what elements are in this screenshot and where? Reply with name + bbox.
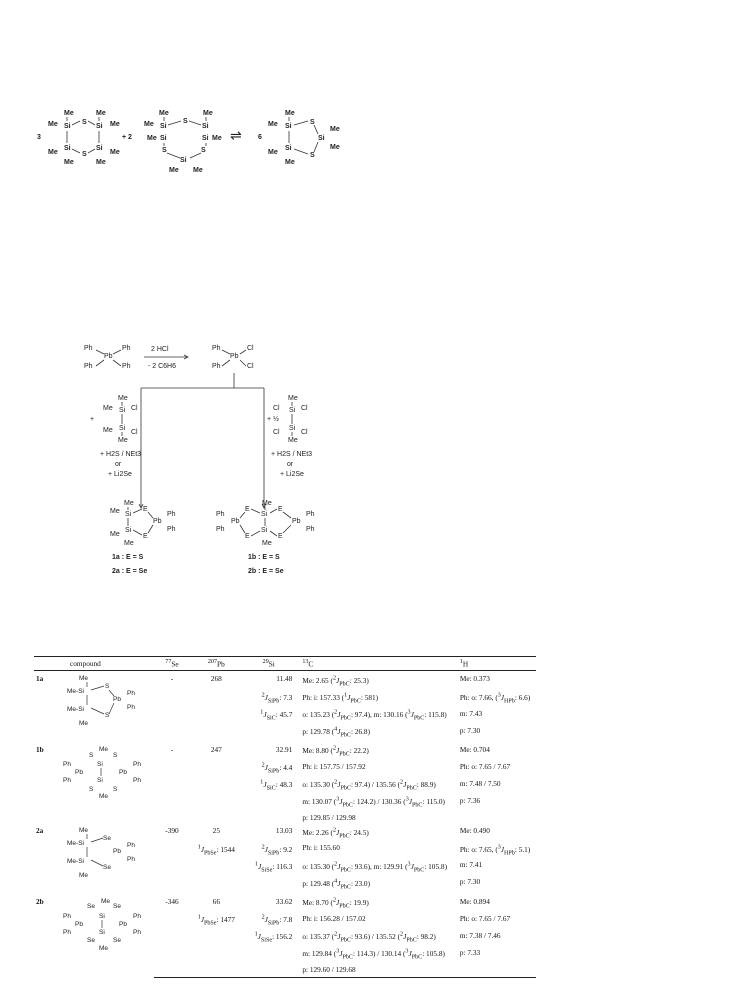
label-1b: 1b : E = S bbox=[248, 554, 280, 561]
left-cond-li2se: + Li2Se bbox=[108, 471, 132, 478]
h1-value: m: 7.43 bbox=[459, 708, 483, 718]
compound-id: 1b bbox=[36, 744, 44, 754]
svg-text:Ph: Ph bbox=[63, 776, 72, 784]
svg-text:Me: Me bbox=[118, 437, 128, 444]
svg-text:Si: Si bbox=[125, 527, 132, 534]
svg-text:Si: Si bbox=[99, 928, 105, 936]
pb207-value bbox=[189, 761, 243, 778]
h1-value: Me: 0.490 bbox=[459, 826, 490, 836]
svg-text:Si: Si bbox=[160, 123, 167, 130]
svg-text:Ph: Ph bbox=[212, 345, 221, 352]
left-reagent-dichlorodisilane bbox=[90, 395, 138, 444]
pb207-value bbox=[189, 725, 243, 742]
h1-value: Ph: o: 7.65, ($^3J_{HPb}$: 5.1) bbox=[459, 844, 531, 857]
svg-text:Me: Me bbox=[124, 540, 134, 547]
svg-text:E: E bbox=[143, 506, 148, 513]
h1-value: Me: 0.894 bbox=[459, 896, 490, 906]
svg-text:Me: Me bbox=[159, 110, 169, 117]
svg-text:Ph: Ph bbox=[127, 856, 136, 864]
svg-text:Me: Me bbox=[330, 144, 340, 151]
svg-text:Si: Si bbox=[97, 760, 103, 768]
svg-text:Si: Si bbox=[261, 527, 268, 534]
svg-text:Si: Si bbox=[202, 135, 209, 142]
product-1b-2b-structure bbox=[216, 500, 315, 547]
svg-text:Si: Si bbox=[261, 511, 268, 518]
right-reagent-tetrachlorodisilane bbox=[267, 395, 308, 444]
pb207-value: $^1J_{PbSe}$: 1477 bbox=[197, 914, 235, 927]
svg-text:Me: Me bbox=[48, 149, 58, 156]
svg-text:Cl: Cl bbox=[247, 363, 254, 370]
col-se77: $^{77}$Se bbox=[154, 657, 189, 671]
si29-value bbox=[243, 964, 294, 978]
svg-text:Me: Me bbox=[203, 110, 213, 117]
svg-text:Me: Me bbox=[212, 135, 222, 142]
svg-text:Si: Si bbox=[285, 145, 292, 152]
svg-text:Si: Si bbox=[64, 123, 71, 130]
h1-value: p: 7.30 bbox=[459, 725, 481, 735]
c13-value: o: 135.37 ($^2J_{PbC}$: 93.6) / 135.52 ($^2J_{PbC}$: 98.2) bbox=[302, 931, 436, 944]
svg-text:Se: Se bbox=[103, 835, 112, 843]
c13-value: Ph: i: 156.28 / 157.02 bbox=[302, 913, 366, 923]
table-row bbox=[34, 823, 536, 842]
svg-text:Pb: Pb bbox=[153, 518, 162, 525]
se77-value: - bbox=[170, 744, 174, 754]
svg-text:Si: Si bbox=[119, 407, 126, 414]
svg-text:Me: Me bbox=[64, 110, 74, 117]
pb207-value bbox=[189, 795, 243, 812]
svg-text:Me: Me bbox=[110, 149, 120, 156]
se77-value bbox=[154, 795, 189, 812]
diphenyllead-dichloride bbox=[212, 345, 254, 370]
compound-id: 1a bbox=[36, 674, 44, 684]
equilibrium-arrow: ⇌ bbox=[230, 127, 242, 143]
svg-text:S: S bbox=[105, 712, 110, 720]
se77-value: - bbox=[170, 674, 174, 684]
svg-text:Me-Si: Me-Si bbox=[67, 840, 85, 848]
svg-text:S: S bbox=[113, 751, 118, 759]
svg-text:Me: Me bbox=[79, 872, 89, 880]
pb207-value bbox=[189, 859, 243, 876]
col-pb207: $^{207}$Pb bbox=[189, 657, 243, 671]
c13-value: o: 135.30 ($^2J_{PbC}$: 93.6), m: 129.91 ($^3J_{PbC}$: 105.8) bbox=[302, 861, 447, 874]
pb207-value bbox=[189, 691, 243, 708]
svg-text:Ph: Ph bbox=[84, 345, 93, 352]
svg-text:Si: Si bbox=[289, 425, 296, 432]
compound-structure bbox=[59, 894, 154, 978]
svg-text:Se: Se bbox=[103, 864, 112, 872]
svg-text:Me: Me bbox=[262, 500, 272, 507]
svg-text:Pb: Pb bbox=[292, 518, 301, 525]
svg-text:S: S bbox=[201, 147, 206, 154]
c13-value: p: 129.60 / 129.68 bbox=[294, 964, 458, 978]
svg-text:S: S bbox=[89, 785, 94, 793]
pb207-value: 66 bbox=[212, 896, 220, 906]
col-compound: compound bbox=[34, 657, 154, 671]
svg-text:Me: Me bbox=[118, 395, 128, 402]
svg-text:S: S bbox=[82, 119, 87, 126]
c13-value: o: 135.30 ($^2J_{PbC}$: 97.4) / 135.56 ($^2J_{PbC}$: 88.9) bbox=[302, 779, 436, 792]
c13-value: Me: 2.65 ($^2J_{PbC}$: 25.3) bbox=[302, 675, 369, 688]
si29-value bbox=[243, 795, 294, 812]
si29-value: $^1J_{SiSe}$: 156.2 bbox=[254, 931, 293, 944]
h1-value: Me: 0.704 bbox=[459, 744, 490, 754]
se77-value bbox=[154, 761, 189, 778]
se77-value: -346 bbox=[165, 896, 179, 906]
label-2a: 2a : E = Se bbox=[112, 568, 148, 575]
svg-text:Ph: Ph bbox=[216, 511, 225, 518]
col-c13: $^{13}$C bbox=[294, 657, 458, 671]
svg-text:Pb: Pb bbox=[104, 353, 113, 360]
svg-text:Ph: Ph bbox=[167, 511, 176, 518]
si29-value bbox=[243, 876, 294, 893]
pb207-value: 247 bbox=[210, 744, 222, 754]
svg-text:Me: Me bbox=[96, 159, 106, 166]
h1-value: p: 7.33 bbox=[459, 947, 481, 957]
se77-value bbox=[154, 708, 189, 725]
svg-text:Cl: Cl bbox=[131, 405, 138, 412]
svg-text:Si: Si bbox=[97, 776, 103, 784]
h1-value: Ph: o: 7.65 / 7.67 bbox=[459, 913, 511, 923]
svg-text:Pb: Pb bbox=[231, 518, 240, 525]
svg-text:Cl: Cl bbox=[247, 345, 254, 352]
product-1a-2a-structure bbox=[110, 500, 176, 547]
se77-value bbox=[154, 725, 189, 742]
svg-text:S: S bbox=[310, 119, 315, 126]
pb207-value bbox=[189, 778, 243, 795]
svg-text:Me: Me bbox=[79, 720, 89, 728]
h1-value: m: 7.41 bbox=[459, 860, 483, 870]
compound-id: 2a bbox=[36, 826, 44, 836]
svg-text:Cl: Cl bbox=[273, 429, 280, 436]
svg-text:S: S bbox=[183, 118, 188, 125]
h1-value: Ph: o: 7.66, ($^3J_{HPb}$: 6.6) bbox=[459, 692, 531, 705]
svg-text:Me: Me bbox=[144, 121, 154, 128]
si29-value: $^2J_{SiPb}$: 4.4 bbox=[261, 762, 293, 775]
svg-text:Ph: Ph bbox=[167, 526, 176, 533]
svg-text:Pb: Pb bbox=[230, 353, 239, 360]
svg-text:Me: Me bbox=[268, 121, 278, 128]
pb207-value: 25 bbox=[212, 826, 220, 836]
c13-value: o: 135.23 ($^2J_{PbC}$: 97.4), m: 130.16 ($^3J_{PbC}$: 115.8) bbox=[302, 709, 447, 722]
svg-text:Me: Me bbox=[99, 745, 109, 753]
svg-text:S: S bbox=[162, 147, 167, 154]
svg-text:Ph: Ph bbox=[133, 928, 142, 936]
left-cond-h2s: + H2S / NEt3 bbox=[100, 451, 142, 458]
svg-text:Se: Se bbox=[87, 936, 96, 944]
svg-text:Ph: Ph bbox=[133, 776, 142, 784]
right-cond-or: or bbox=[287, 461, 294, 468]
reagent-hcl: 2 HCl bbox=[151, 346, 169, 353]
col-h1: $^1$H bbox=[458, 657, 536, 671]
col-si29: $^{29}$Si bbox=[243, 657, 294, 671]
svg-text:Ph: Ph bbox=[63, 912, 72, 920]
se77-value bbox=[154, 842, 189, 859]
svg-text:Si: Si bbox=[64, 145, 71, 152]
svg-text:Si: Si bbox=[289, 407, 296, 414]
h1-value bbox=[458, 964, 536, 978]
svg-text:Ph: Ph bbox=[127, 690, 136, 698]
svg-text:Si: Si bbox=[285, 123, 292, 130]
svg-text:Pb: Pb bbox=[113, 848, 122, 856]
svg-text:Me: Me bbox=[147, 135, 157, 142]
svg-text:Ph: Ph bbox=[216, 526, 225, 533]
c13-value: Me: 2.26 ($^2J_{PbC}$: 24.5) bbox=[302, 827, 369, 840]
si29-value: $^2J_{SiPb}$: 7.3 bbox=[261, 692, 293, 705]
svg-text:S: S bbox=[310, 152, 315, 159]
svg-text:Me: Me bbox=[103, 405, 113, 412]
c13-value: Ph: i: 157.33 ($^1J_{PbC}$: 581) bbox=[302, 692, 379, 705]
svg-text:Si: Si bbox=[119, 425, 126, 432]
svg-text:Me: Me bbox=[96, 110, 106, 117]
svg-text:Ph: Ph bbox=[122, 345, 131, 352]
svg-text:Ph: Ph bbox=[133, 912, 142, 920]
svg-text:Me: Me bbox=[288, 395, 298, 402]
left-cond-or: or bbox=[115, 461, 122, 468]
svg-text:Me: Me bbox=[193, 167, 203, 174]
se77-value bbox=[154, 778, 189, 795]
svg-text:Me: Me bbox=[99, 944, 109, 952]
coef-left: 3 bbox=[37, 134, 41, 141]
si29-value bbox=[243, 947, 294, 964]
si29-value: $^1J_{SiC}$: 45.7 bbox=[260, 709, 293, 722]
byproduct-benzene: - 2 C6H6 bbox=[148, 363, 177, 370]
svg-text:Ph: Ph bbox=[84, 363, 93, 370]
svg-text:Ph: Ph bbox=[63, 760, 72, 768]
se77-value bbox=[154, 964, 189, 978]
svg-text:Ph: Ph bbox=[306, 511, 315, 518]
svg-text:Si: Si bbox=[96, 123, 103, 130]
si29-value: 11.48 bbox=[276, 674, 293, 684]
si29-value: 33.62 bbox=[275, 896, 293, 906]
se77-value bbox=[154, 812, 189, 823]
pb207-value: 268 bbox=[210, 674, 222, 684]
svg-text:Me: Me bbox=[169, 167, 179, 174]
se77-value: -390 bbox=[165, 826, 179, 836]
c13-value: Ph: i: 157.75 / 157.92 bbox=[302, 761, 366, 771]
svg-text:S: S bbox=[105, 683, 110, 691]
h1-value: m: 7.38 / 7.46 bbox=[459, 930, 501, 940]
svg-text:Si: Si bbox=[160, 135, 167, 142]
svg-text:Si: Si bbox=[125, 511, 132, 518]
svg-text:Cl: Cl bbox=[301, 429, 308, 436]
svg-text:E: E bbox=[278, 533, 283, 540]
h1-value: p: 7.30 bbox=[459, 877, 481, 887]
svg-text:Pb: Pb bbox=[119, 768, 128, 776]
svg-text:Me: Me bbox=[64, 159, 74, 166]
label-1a: 1a : E = S bbox=[112, 554, 144, 561]
svg-text:S: S bbox=[89, 751, 94, 759]
svg-text:Ph: Ph bbox=[133, 760, 142, 768]
svg-text:+: + bbox=[90, 416, 95, 423]
c13-value: m: 130.07 ($^3J_{PbC}$: 124.2) / 130.36 ($^3J_{PbC}$: 115.0) bbox=[302, 796, 445, 809]
si29-value: 32.91 bbox=[275, 744, 293, 754]
svg-text:Me-Si: Me-Si bbox=[67, 688, 85, 696]
svg-text:Ph: Ph bbox=[63, 928, 72, 936]
svg-text:Ph: Ph bbox=[122, 363, 131, 370]
si29-value bbox=[243, 812, 294, 823]
c13-value: Ph: i: 155.60 bbox=[302, 843, 340, 853]
svg-text:Me-Si: Me-Si bbox=[67, 858, 85, 866]
plus-two: + 2 bbox=[122, 134, 132, 141]
se77-value bbox=[154, 876, 189, 893]
se77-value bbox=[154, 930, 189, 947]
svg-text:Me: Me bbox=[101, 897, 111, 905]
svg-text:Pb: Pb bbox=[119, 920, 128, 928]
svg-text:Pb: Pb bbox=[75, 768, 84, 776]
svg-text:E: E bbox=[245, 533, 250, 540]
si29-value: $^2J_{SiPb}$: 9.2 bbox=[261, 844, 293, 857]
svg-text:Ph: Ph bbox=[127, 704, 136, 712]
svg-text:S: S bbox=[82, 151, 87, 158]
pb207-value bbox=[189, 964, 243, 978]
svg-text:+ ½: + ½ bbox=[267, 416, 279, 423]
coef-right: 6 bbox=[258, 134, 262, 141]
table-header-row bbox=[34, 657, 536, 671]
svg-text:Me: Me bbox=[268, 149, 278, 156]
svg-text:Si: Si bbox=[318, 135, 325, 142]
svg-text:Me: Me bbox=[79, 827, 89, 835]
svg-text:Me: Me bbox=[110, 531, 120, 538]
svg-text:Me: Me bbox=[124, 500, 134, 507]
svg-text:E: E bbox=[143, 533, 148, 540]
table-row bbox=[34, 894, 536, 913]
table-row bbox=[34, 671, 536, 691]
se77-value bbox=[154, 691, 189, 708]
table-row bbox=[34, 742, 536, 761]
pb207-value bbox=[189, 812, 243, 823]
c13-value: m: 129.84 ($^3J_{PbC}$: 114.3) / 130.14 ($^3J_{PbC}$: 105.8) bbox=[302, 948, 445, 961]
svg-text:Pb: Pb bbox=[75, 920, 84, 928]
se77-value bbox=[154, 913, 189, 930]
pb207-value bbox=[189, 947, 243, 964]
svg-text:Me: Me bbox=[79, 675, 89, 683]
right-cond-h2s: + H2S / NEt3 bbox=[271, 451, 313, 458]
se77-value bbox=[154, 859, 189, 876]
compound-structure bbox=[59, 823, 154, 893]
svg-text:Se: Se bbox=[87, 902, 96, 910]
svg-text:Cl: Cl bbox=[301, 405, 308, 412]
svg-text:Me: Me bbox=[99, 792, 109, 800]
svg-text:Me: Me bbox=[262, 540, 272, 547]
svg-text:Ph: Ph bbox=[306, 526, 315, 533]
h1-value bbox=[458, 812, 536, 823]
h1-value: m: 7.48 / 7.50 bbox=[459, 778, 501, 788]
svg-text:Me: Me bbox=[285, 110, 295, 117]
tetraphenyllead bbox=[84, 345, 131, 370]
pb207-value: $^1J_{PbSe}$: 1544 bbox=[197, 844, 235, 857]
c13-value: p: 129.48 ($^4J_{PbC}$: 23.0) bbox=[302, 878, 371, 891]
svg-text:Ph: Ph bbox=[212, 363, 221, 370]
svg-text:Se: Se bbox=[113, 936, 122, 944]
c13-value: Me: 8.70 ($^2J_{PbC}$: 19.9) bbox=[302, 897, 369, 910]
svg-text:Cl: Cl bbox=[273, 405, 280, 412]
svg-text:Me: Me bbox=[110, 121, 120, 128]
svg-text:Me: Me bbox=[330, 126, 340, 133]
svg-text:Si: Si bbox=[202, 123, 209, 130]
svg-text:Me-Si: Me-Si bbox=[67, 706, 85, 714]
svg-text:Me: Me bbox=[110, 508, 120, 515]
se77-value bbox=[154, 947, 189, 964]
c13-value: Me: 8.80 ($^2J_{PbC}$: 22.2) bbox=[302, 745, 369, 758]
nmr-data-table bbox=[34, 656, 536, 978]
svg-text:Si: Si bbox=[96, 145, 103, 152]
svg-text:Me: Me bbox=[288, 437, 298, 444]
svg-text:Pb: Pb bbox=[113, 696, 122, 704]
svg-text:S: S bbox=[113, 785, 118, 793]
compound-structure bbox=[59, 671, 154, 742]
si29-value: $^2J_{SiPb}$: 7.8 bbox=[261, 914, 293, 927]
si29-value: $^1J_{SiSe}$: 116.3 bbox=[254, 861, 293, 874]
svg-text:Cl: Cl bbox=[131, 429, 138, 436]
svg-text:Ph: Ph bbox=[127, 842, 136, 850]
c13-value: p: 129.85 / 129.98 bbox=[302, 813, 356, 823]
svg-text:Me: Me bbox=[103, 427, 113, 434]
h1-value: Ph: o: 7.65 / 7.67 bbox=[459, 761, 511, 771]
c13-value: p: 129.78 ($^4J_{PbC}$: 26.8) bbox=[302, 726, 371, 739]
si29-value bbox=[243, 725, 294, 742]
svg-text:Se: Se bbox=[113, 902, 122, 910]
svg-text:Si: Si bbox=[180, 157, 187, 164]
h1-value: p: 7.36 bbox=[459, 795, 481, 805]
h1-value: Me: 0.373 bbox=[459, 674, 490, 684]
pb207-value bbox=[189, 876, 243, 893]
svg-text:E: E bbox=[245, 506, 250, 513]
si29-value: $^1J_{SiC}$: 48.3 bbox=[260, 779, 293, 792]
svg-text:Si: Si bbox=[99, 912, 105, 920]
svg-text:Me: Me bbox=[48, 121, 58, 128]
right-cond-li2se: + Li2Se bbox=[280, 471, 304, 478]
pb207-value bbox=[189, 930, 243, 947]
label-2b: 2b : E = Se bbox=[248, 568, 284, 575]
svg-text:E: E bbox=[278, 506, 283, 513]
si29-value: 13.03 bbox=[275, 826, 293, 836]
pb207-value bbox=[189, 708, 243, 725]
svg-text:Me: Me bbox=[285, 159, 295, 166]
compound-id: 2b bbox=[36, 896, 44, 906]
compound-structure bbox=[59, 742, 154, 824]
